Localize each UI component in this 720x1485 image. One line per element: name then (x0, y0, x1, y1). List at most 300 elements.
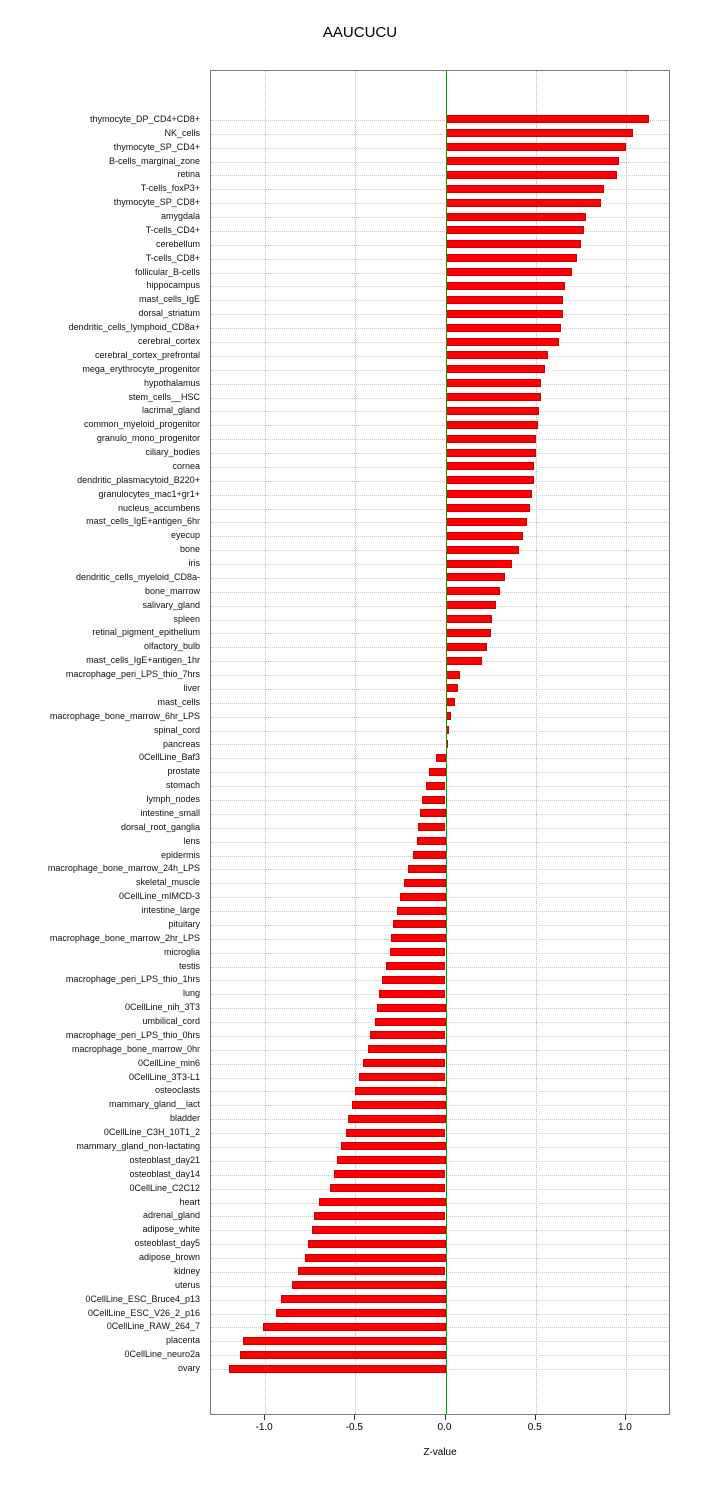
bar-row (211, 1307, 669, 1321)
row-guide-line (211, 300, 669, 301)
bar (240, 1351, 446, 1359)
row-guide-line (211, 245, 669, 246)
bar (346, 1129, 445, 1137)
bar-row (211, 1223, 669, 1237)
bar-row (211, 1362, 669, 1376)
bar (446, 254, 578, 262)
bar (418, 823, 445, 831)
y-axis-label: 0CellLine_neuro2a (124, 1349, 200, 1360)
bar-row (211, 710, 669, 724)
bar (417, 837, 446, 845)
y-axis-label: osteoblast_day21 (129, 1154, 200, 1165)
bar-row (211, 1057, 669, 1071)
row-guide-line (211, 744, 669, 745)
bar (352, 1101, 446, 1109)
y-axis-label: mast_cells_IgE+antigen_1hr (86, 655, 200, 666)
zero-reference-line (446, 71, 447, 1414)
bar-row (211, 418, 669, 432)
row-guide-line (211, 689, 669, 690)
y-axis-label: uterus (174, 1279, 200, 1290)
bar (363, 1059, 446, 1067)
bar (446, 560, 513, 568)
bar (446, 351, 549, 359)
bar (314, 1212, 446, 1220)
bar-row (211, 724, 669, 738)
bar (390, 948, 446, 956)
bar-row (211, 224, 669, 238)
bar (446, 573, 506, 581)
bar-row (211, 1237, 669, 1251)
row-guide-line (211, 259, 669, 260)
y-axis-label: intestine_small (140, 807, 200, 818)
bar (263, 1323, 445, 1331)
y-axis-label: umbilical_cord (142, 1016, 200, 1027)
bar-row (211, 252, 669, 266)
y-axis-label: stem_cells__HSC (128, 391, 200, 402)
y-axis-label: 0CellLine_Baf3 (138, 752, 200, 763)
bar (446, 379, 542, 387)
bar (446, 698, 455, 706)
bar (446, 282, 565, 290)
y-axis-label: osteoblast_day14 (129, 1168, 200, 1179)
bar-row (211, 1279, 669, 1293)
bar (446, 296, 563, 304)
bar-row (211, 1140, 669, 1154)
bar (446, 532, 524, 540)
bar (413, 851, 445, 859)
bar (426, 782, 446, 790)
y-axis-label: bone (179, 544, 200, 555)
bar-row (211, 488, 669, 502)
bar-row (211, 1293, 669, 1307)
bar-row (211, 446, 669, 460)
bar-row (211, 210, 669, 224)
y-axis-label: macrophage_peri_LPS_thio_1hrs (65, 974, 200, 985)
bar-row (211, 1029, 669, 1043)
y-axis-label: ciliary_bodies (145, 447, 200, 458)
y-axis-label: spleen (173, 613, 200, 624)
bar-row (211, 1320, 669, 1334)
bar (446, 587, 500, 595)
row-guide-line (211, 564, 669, 565)
row-guide-line (211, 467, 669, 468)
y-axis-label: eyecup (170, 530, 200, 541)
bar-row (211, 169, 669, 183)
bar (446, 393, 542, 401)
bar (446, 324, 561, 332)
y-axis-label: lymph_nodes (146, 794, 200, 805)
bar (446, 268, 572, 276)
bar (375, 1018, 445, 1026)
y-axis-label: amygdala (160, 211, 200, 222)
bar-row (211, 904, 669, 918)
bar-row (211, 1168, 669, 1182)
bar-row (211, 779, 669, 793)
bar (436, 754, 445, 762)
bar (446, 490, 533, 498)
bar-row (211, 1071, 669, 1085)
bar-row (211, 627, 669, 641)
y-axis-label: bladder (169, 1113, 200, 1124)
y-axis-label: 0CellLine_ESC_Bruce4_p13 (85, 1293, 200, 1304)
row-guide-line (211, 398, 669, 399)
bar-row (211, 515, 669, 529)
y-axis-label: T-cells_CD8+ (145, 252, 200, 263)
bar (243, 1337, 445, 1345)
y-axis-category-labels (0, 70, 206, 1415)
bar-row (211, 668, 669, 682)
bar-row (211, 1265, 669, 1279)
y-axis-label: adipose_brown (138, 1252, 200, 1263)
row-guide-line (211, 314, 669, 315)
bar-row (211, 807, 669, 821)
y-axis-label: macrophage_bone_marrow_2hr_LPS (49, 932, 200, 943)
bar (355, 1087, 445, 1095)
bar-row (211, 113, 669, 127)
y-axis-label: T-cells_CD4+ (145, 224, 200, 235)
y-axis-label: dorsal_striatum (138, 308, 200, 319)
bar (446, 226, 585, 234)
bar-row (211, 1098, 669, 1112)
row-guide-line (211, 592, 669, 593)
y-axis-label: dendritic_plasmacytoid_B220+ (77, 474, 200, 485)
bar (422, 796, 445, 804)
y-axis-label: granulo_mono_progenitor (96, 433, 200, 444)
bar-row (211, 835, 669, 849)
bar (446, 240, 581, 248)
row-guide-line (211, 356, 669, 357)
bar (308, 1240, 445, 1248)
bar (446, 601, 497, 609)
x-axis-title: Z-value (423, 1447, 457, 1458)
bar (446, 365, 545, 373)
bar (276, 1309, 446, 1317)
bar-row (211, 349, 669, 363)
row-guide-line (211, 328, 669, 329)
bar (348, 1115, 445, 1123)
bar-row (211, 321, 669, 335)
row-guide-line (211, 550, 669, 551)
bar-row (211, 738, 669, 752)
bar (446, 143, 626, 151)
x-axis-tick-label: 0.5 (527, 1422, 542, 1433)
bar-row (211, 849, 669, 863)
y-axis-label: macrophage_peri_LPS_thio_0hrs (65, 1029, 200, 1040)
plot-area (210, 70, 670, 1415)
bar (379, 990, 446, 998)
bar (298, 1267, 446, 1275)
x-axis-tick (625, 1415, 626, 1420)
bar-row (211, 987, 669, 1001)
x-axis-tick (354, 1415, 355, 1420)
bar-row (211, 765, 669, 779)
bar-row (211, 557, 669, 571)
bar (334, 1170, 446, 1178)
y-axis-label: thymocyte_SP_CD8+ (113, 197, 200, 208)
x-axis-tick-label: 1.0 (617, 1422, 632, 1433)
bar-row (211, 821, 669, 835)
y-axis-label: 0CellLine_ESC_V26_2_p16 (87, 1307, 200, 1318)
bar (393, 920, 445, 928)
row-guide-line (211, 717, 669, 718)
bar (337, 1156, 445, 1164)
bar (446, 310, 563, 318)
bar (341, 1142, 446, 1150)
bar (370, 1031, 446, 1039)
x-axis-tick (445, 1415, 446, 1420)
y-axis-label: osteoblast_day5 (134, 1238, 200, 1249)
row-guide-line (211, 481, 669, 482)
y-axis-label: prostate (167, 766, 200, 777)
bar-row (211, 1348, 669, 1362)
row-guide-line (211, 384, 669, 385)
bar (292, 1281, 445, 1289)
bar-row (211, 391, 669, 405)
bar-row (211, 474, 669, 488)
y-axis-label: NK_cells (164, 127, 200, 138)
row-guide-line (211, 620, 669, 621)
x-axis-tick (264, 1415, 265, 1420)
y-axis-label: 0CellLine_C2C12 (129, 1182, 200, 1193)
y-axis-label: hippocampus (146, 280, 200, 291)
bar-row (211, 1196, 669, 1210)
y-axis-label: macrophage_peri_LPS_thio_7hrs (65, 669, 200, 680)
y-axis-label: mammary_gland_non-lactating (76, 1140, 200, 1151)
bar (312, 1226, 445, 1234)
bar-row (211, 890, 669, 904)
y-axis-label: cerebral_cortex_prefrontal (94, 349, 200, 360)
bar (446, 546, 520, 554)
y-axis-label: intestine_large (141, 905, 200, 916)
bar-row (211, 335, 669, 349)
y-axis-label: placenta (165, 1335, 200, 1346)
y-axis-label: dendritic_cells_lymphoid_CD8a+ (68, 322, 200, 333)
y-axis-label: mast_cells_IgE (138, 294, 200, 305)
y-axis-label: lung (182, 988, 200, 999)
bar (446, 462, 534, 470)
row-guide-line (211, 647, 669, 648)
row-guide-line (211, 495, 669, 496)
row-guide-line (211, 578, 669, 579)
y-axis-label: mega_erythrocyte_progenitor (82, 363, 200, 374)
bar-row (211, 460, 669, 474)
bar-row (211, 543, 669, 557)
row-guide-line (211, 661, 669, 662)
row-guide-line (211, 675, 669, 676)
y-axis-label: testis (178, 960, 200, 971)
y-axis-label: osteoclasts (154, 1085, 200, 1096)
bar-row (211, 682, 669, 696)
bar-row (211, 363, 669, 377)
bar-row (211, 1182, 669, 1196)
bar-row (211, 266, 669, 280)
bar (446, 421, 538, 429)
y-axis-label: liver (183, 682, 200, 693)
bar-row (211, 876, 669, 890)
y-axis-label: common_myeloid_progenitor (83, 419, 200, 430)
row-guide-line (211, 453, 669, 454)
y-axis-label: iris (188, 558, 200, 569)
y-axis-label: skeletal_muscle (135, 877, 200, 888)
y-axis-label: thymocyte_SP_CD4+ (113, 141, 200, 152)
row-guide-line (211, 522, 669, 523)
bar (446, 213, 587, 221)
bar-row (211, 280, 669, 294)
bar-row (211, 585, 669, 599)
y-axis-label: macrophage_bone_marrow_0hr (71, 1043, 200, 1054)
bar-row (211, 1043, 669, 1057)
y-axis-label: thymocyte_DP_CD4+CD8+ (89, 113, 200, 124)
row-guide-line (211, 370, 669, 371)
row-guide-line (211, 217, 669, 218)
bar (429, 768, 445, 776)
bar (446, 338, 560, 346)
y-axis-label: lens (183, 835, 200, 846)
y-axis-label: cerebral_cortex (137, 336, 200, 346)
bar (319, 1198, 445, 1206)
bar (359, 1073, 446, 1081)
bar-row (211, 599, 669, 613)
row-guide-line (211, 231, 669, 232)
y-axis-label: T-cells_foxP3+ (140, 183, 200, 194)
bar-row (211, 974, 669, 988)
bar (368, 1045, 446, 1053)
y-axis-label: dendritic_cells_myeloid_CD8a- (75, 571, 200, 582)
y-axis-label: stomach (165, 780, 200, 791)
y-axis-label: salivary_gland (142, 599, 200, 610)
bar (330, 1184, 445, 1192)
bar (446, 629, 491, 637)
bar (446, 171, 617, 179)
bar (391, 934, 445, 942)
y-axis-label: epidermis (160, 849, 200, 860)
x-axis-tick (535, 1415, 536, 1420)
y-axis-label: adipose_white (142, 1224, 200, 1235)
y-axis-label: lacrimal_gland (141, 405, 200, 416)
bar-row (211, 196, 669, 210)
bar (420, 809, 445, 817)
y-axis-label: dorsal_root_ganglia (120, 821, 200, 832)
bar (229, 1365, 445, 1373)
y-axis-label: granulocytes_mac1+gr1+ (98, 488, 200, 499)
bar (446, 518, 527, 526)
bar (446, 199, 601, 207)
bar-row (211, 1334, 669, 1348)
bar-row (211, 238, 669, 252)
bar-row (211, 141, 669, 155)
bar-row (211, 1001, 669, 1015)
bar (446, 476, 534, 484)
bar-row (211, 640, 669, 654)
y-axis-label: bone_marrow (144, 585, 200, 596)
y-axis-label: olfactory_bulb (143, 641, 200, 652)
y-axis-label: macrophage_bone_marrow_6hr_LPS (49, 710, 200, 721)
row-guide-line (211, 342, 669, 343)
bar-row (211, 1085, 669, 1099)
y-axis-label: nucleus_accumbens (117, 502, 200, 513)
bar (386, 962, 446, 970)
y-axis-label: mammary_gland__lact (108, 1099, 200, 1110)
bar (446, 657, 482, 665)
row-guide-line (211, 536, 669, 537)
bar (281, 1295, 445, 1303)
y-axis-label: 0CellLine_3T3-L1 (128, 1071, 200, 1082)
bar-row (211, 862, 669, 876)
bar (446, 643, 487, 651)
bar (408, 865, 446, 873)
bar-row (211, 529, 669, 543)
row-guide-line (211, 411, 669, 412)
row-guide-line (211, 703, 669, 704)
y-axis-label: cerebellum (155, 238, 200, 249)
y-axis-label: cornea (172, 460, 200, 471)
y-axis-label: 0CellLine_min6 (137, 1057, 200, 1068)
y-axis-label: pancreas (162, 738, 200, 749)
bar (446, 504, 531, 512)
bar-row (211, 571, 669, 585)
row-guide-line (211, 731, 669, 732)
bar-row (211, 654, 669, 668)
y-axis-label: macrophage_bone_marrow_24h_LPS (47, 863, 200, 874)
y-axis-label: pituitary (168, 918, 200, 929)
bar-row (211, 960, 669, 974)
y-axis-label: microglia (163, 946, 200, 957)
row-guide-line (211, 425, 669, 426)
y-axis-label: follicular_B-cells (134, 266, 200, 277)
bar-row (211, 1126, 669, 1140)
x-axis-tick-label: 0.0 (437, 1422, 452, 1433)
y-axis-label: ovary (177, 1363, 200, 1374)
row-guide-line (211, 509, 669, 510)
bar (446, 115, 650, 123)
bar (382, 976, 445, 984)
bar-row (211, 1015, 669, 1029)
bar-row (211, 932, 669, 946)
row-guide-line (211, 439, 669, 440)
bar-row (211, 182, 669, 196)
bar-row (211, 307, 669, 321)
bar (446, 407, 540, 415)
y-axis-label: hypothalamus (143, 377, 200, 388)
y-axis-label: retinal_pigment_epithelium (92, 627, 200, 638)
bar (400, 893, 445, 901)
bar (446, 684, 459, 692)
bar-row (211, 127, 669, 141)
row-guide-line (211, 286, 669, 287)
bar-row (211, 1251, 669, 1265)
bar (446, 129, 634, 137)
bar (446, 615, 493, 623)
y-axis-label: 0CellLine_nih_3T3 (124, 1002, 200, 1013)
bar-row (211, 155, 669, 169)
bar-row (211, 946, 669, 960)
bar-row (211, 404, 669, 418)
x-axis-tick-label: -0.5 (345, 1422, 363, 1433)
bar (404, 879, 445, 887)
x-axis-tick-label: -1.0 (255, 1422, 273, 1433)
bar-row (211, 696, 669, 710)
y-axis-label: mast_cells_IgE+antigen_6hr (86, 516, 200, 527)
y-axis-label: kidney (173, 1265, 200, 1276)
y-axis-label: 0CellLine_C3H_10T1_2 (103, 1127, 200, 1138)
bar-row (211, 377, 669, 391)
bar-row (211, 793, 669, 807)
y-axis-label: retina (177, 169, 200, 180)
y-axis-label: spinal_cord (153, 724, 200, 735)
bar (446, 157, 619, 165)
bar (446, 671, 460, 679)
chart-title: AAUCUCU (322, 24, 398, 41)
